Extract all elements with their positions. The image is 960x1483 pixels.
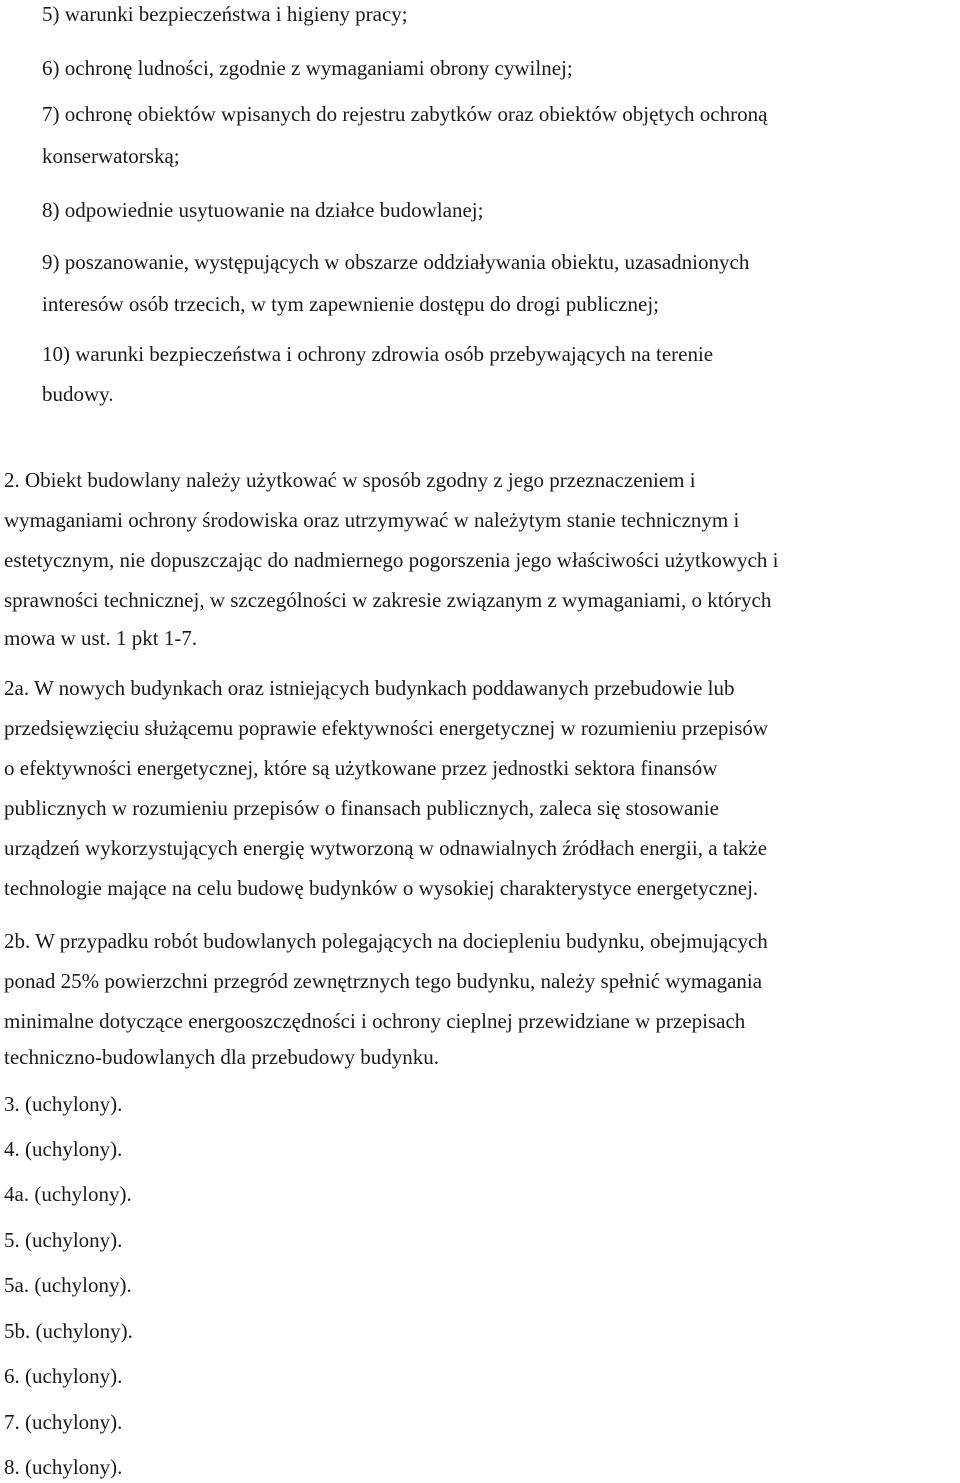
paragraph-2b-line-3: minimalne dotyczące energooszczędności i ochrony cieplnej przewidziane w przepisach: [4, 1009, 746, 1033]
paragraph-2-line-1: 2. Obiekt budowlany należy użytkować w sposób zgodny z jego przeznaczeniem i: [4, 468, 696, 492]
paragraph-2b-line-1: 2b. W przypadku robót budowlanych polegających na dociepleniu budynku, obejmujących: [4, 929, 768, 953]
paragraph-2a-line-6: technologie mające na celu budowę budynków o wysokiej charakterystyce energetycznej.: [4, 876, 759, 900]
repealed-item-5: 5. (uchylony).: [4, 1228, 123, 1252]
paragraph-2b-line-4: techniczno-budowlanych dla przebudowy budynku.: [4, 1045, 440, 1069]
paragraph-2a-line-4: publicznych w rozumieniu przepisów o finansach publicznych, zaleca się stosowanie: [4, 796, 719, 820]
repealed-item-5b: 5b. (uchylony).: [4, 1319, 133, 1343]
paragraph-2a-line-5: urządzeń wykorzystujących energię wytworzoną w odnawialnych źródłach energii, a także: [4, 836, 768, 860]
repealed-item-7: 7. (uchylony).: [4, 1410, 123, 1434]
paragraph-2-line-4: sprawności technicznej, w szczególności w zakresie związanym z wymaganiami, o których: [4, 588, 772, 612]
paragraph-2-line-5: mowa w ust. 1 pkt 1-7.: [4, 626, 198, 650]
paragraph-2-line-2: wymaganiami ochrony środowiska oraz utrzymywać w należytym stanie technicznym i: [4, 508, 740, 532]
list-item-5: 5) warunki bezpieczeństwa i higieny pracy;: [42, 2, 408, 26]
repealed-item-4: 4. (uchylony).: [4, 1137, 123, 1161]
repealed-item-6: 6. (uchylony).: [4, 1364, 123, 1388]
repealed-item-3: 3. (uchylony).: [4, 1092, 123, 1116]
list-item-7: 7) ochronę obiektów wpisanych do rejestru zabytków oraz obiektów objętych ochroną: [42, 102, 768, 126]
paragraph-2a-line-3: o efektywności energetycznej, które są użytkowane przez jednostki sektora finansów: [4, 756, 718, 780]
list-item-10: 10) warunki bezpieczeństwa i ochrony zdrowia osób przebywających na terenie: [42, 342, 714, 366]
list-item-8: 8) odpowiednie usytuowanie na działce budowlanej;: [42, 198, 484, 222]
list-item-6: 6) ochronę ludności, zgodnie z wymaganiami obrony cywilnej;: [42, 56, 573, 80]
list-item-9-cont: interesów osób trzecich, w tym zapewnienie dostępu do drogi publicznej;: [42, 292, 659, 316]
paragraph-2a-line-1: 2a. W nowych budynkach oraz istniejących budynkach poddawanych przebudowie lub: [4, 676, 735, 700]
paragraph-2-line-3: estetycznym, nie dopuszczając do nadmiernego pogorszenia jego właściwości użytkowych i: [4, 548, 779, 572]
list-item-9: 9) poszanowanie, występujących w obszarze oddziaływania obiektu, uzasadnionych: [42, 250, 750, 274]
repealed-item-8: 8. (uchylony).: [4, 1455, 123, 1479]
repealed-item-4a: 4a. (uchylony).: [4, 1182, 132, 1206]
paragraph-2b-line-2: ponad 25% powierzchni przegród zewnętrznych tego budynku, należy spełnić wymagania: [4, 969, 763, 993]
repealed-item-5a: 5a. (uchylony).: [4, 1273, 132, 1297]
list-item-7-cont: konserwatorską;: [42, 144, 180, 168]
paragraph-2a-line-2: przedsięwzięciu służącemu poprawie efektywności energetycznej w rozumieniu przepisów: [4, 716, 769, 740]
list-item-10-cont: budowy.: [42, 382, 114, 406]
